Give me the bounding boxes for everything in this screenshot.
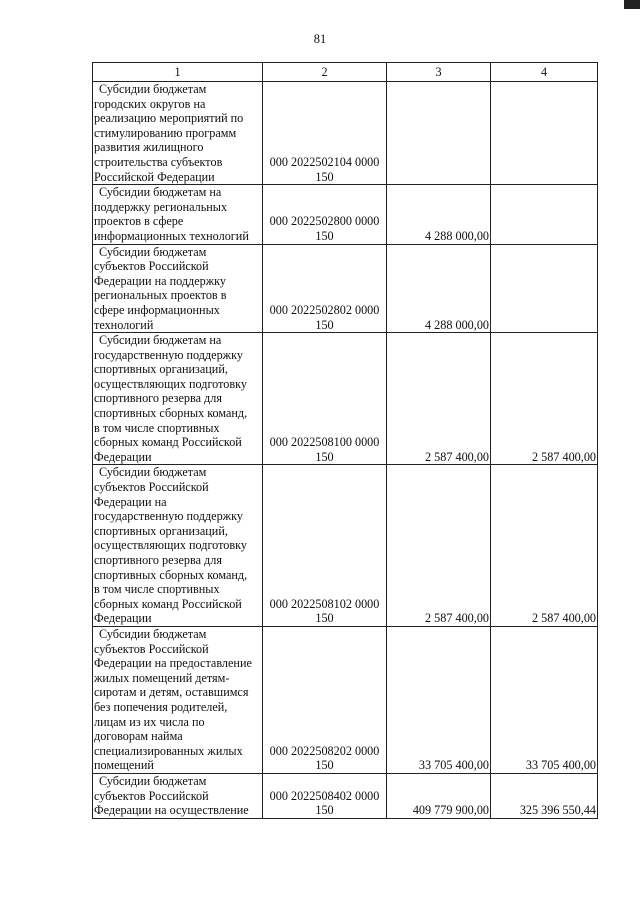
row-code-cell	[263, 465, 387, 627]
row-name-cell	[93, 773, 263, 818]
row-name: Субсидии бюджетам городских округов на реализацию мероприятий по стимулированию программ развития жилищного строительства субъектов Российской Федерации	[94, 82, 244, 184]
scan-corner-mark	[624, 0, 640, 9]
row-code: 000 2022508202 0000 150	[269, 743, 380, 773]
table-row	[93, 333, 598, 465]
column-header-3: 3	[387, 63, 491, 82]
row-name-cell	[93, 82, 263, 185]
row-name: Субсидии бюджетам субъектов Российской Федерации на осуществление	[94, 773, 249, 818]
table-row	[93, 465, 598, 627]
row-value-3: 409 779 900,00	[387, 773, 491, 818]
row-value-3	[387, 82, 491, 185]
row-value-4: 325 396 550,44	[491, 773, 598, 818]
row-value-4	[491, 185, 598, 244]
row-value-4	[491, 244, 598, 333]
row-value-4: 2 587 400,00	[491, 333, 598, 465]
row-name: Субсидии бюджетам субъектов Российской Федерации на поддержку региональных проектов в сфере информационных технологий	[94, 244, 227, 332]
row-value-4	[491, 82, 598, 185]
table-row	[93, 185, 598, 244]
table-row	[93, 82, 598, 185]
budget-table	[92, 62, 598, 819]
column-header-2: 2	[263, 63, 387, 82]
row-code-cell	[263, 244, 387, 333]
row-value-4: 33 705 400,00	[491, 626, 598, 773]
row-code-cell	[263, 626, 387, 773]
column-header-4: 4	[491, 63, 598, 82]
table-header-row	[93, 63, 598, 82]
row-name-cell	[93, 244, 263, 333]
table-row	[93, 626, 598, 773]
table-row	[93, 773, 598, 818]
row-name: Субсидии бюджетам субъектов Российской Федерации на государственную поддержку спортивных организаций, осуществляющих подготовку спортивного резерва для спортивных сборных команд, в том числе спортивных сборных команд Российской Федерации	[94, 465, 248, 626]
row-value-3: 2 587 400,00	[387, 465, 491, 627]
row-code-cell	[263, 185, 387, 244]
row-code: 000 2022508102 0000 150	[269, 596, 380, 626]
row-code-cell	[263, 773, 387, 818]
row-code: 000 2022508402 0000 150	[269, 788, 380, 818]
row-value-3: 2 587 400,00	[387, 333, 491, 465]
row-name: Субсидии бюджетам на поддержку региональных проектов в сфере информационных технологий	[94, 185, 249, 243]
row-code: 000 2022508100 0000 150	[269, 435, 380, 464]
row-name-cell	[93, 465, 263, 627]
table-row	[93, 244, 598, 333]
row-code-cell	[263, 333, 387, 465]
row-name-cell	[93, 333, 263, 465]
row-value-4: 2 587 400,00	[491, 465, 598, 627]
row-code: 000 2022502104 0000 150	[269, 154, 380, 184]
row-value-3: 4 288 000,00	[387, 244, 491, 333]
row-value-3: 4 288 000,00	[387, 185, 491, 244]
row-value-3: 33 705 400,00	[387, 626, 491, 773]
row-name-cell	[93, 626, 263, 773]
row-code: 000 2022502800 0000 150	[269, 214, 380, 243]
row-code-cell	[263, 82, 387, 185]
row-code: 000 2022502802 0000 150	[269, 302, 380, 332]
row-name-cell	[93, 185, 263, 244]
row-name: Субсидии бюджетам субъектов Российской Федерации на предоставление жилых помещений детям- сиротам и детям, оставшимся без попечения родителей, лицам из их числа по договорам найма специализированных жилых помещений	[94, 626, 252, 773]
page-number: 81	[313, 32, 327, 46]
row-name: Субсидии бюджетам на государственную поддержку спортивных организаций, осуществляющих подготовку спортивного резерва для спортивных сборных команд, в том числе спортивных сборных команд Российской Федерации	[94, 333, 248, 464]
column-header-1: 1	[93, 63, 263, 82]
